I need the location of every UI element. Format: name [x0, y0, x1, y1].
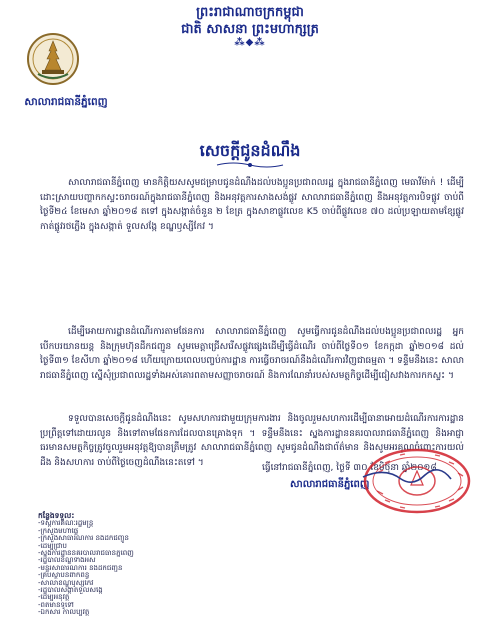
paragraph-text: សាលារាជធានីភ្នំពេញ មានកិត្តិយសសូមជម្រាបជូនដំណឹងដល់បងប្អូនប្រជាពលរដ្ឋ ក្នុងរាជធានីភ្នំពេញ មេធាវីម៉ាក់ ! ដើម្បីដោះស្រាយបញ្ហាកកស្ទះចរាចរណ៍ក្នុងរាជធានីភ្នំពេញ និងអនុវត្តការសាងសង់ផ្លូវ សាលារាជធានីភ្នំពេញ នឹងអនុវត្តការបិទផ្លូវ ចាប់ពីថ្ងៃទី២៤ ខែមេសា ឆ្នាំ២០១៨ តទៅ ក្នុងសង្កាត់ចំនួន ២ ខែត្រ ក្នុងសាខាផ្លូវលេខ K5 ចាប់ពីផ្លូវលេខ ៧០ ដល់ប្រឡាយតាមខ្សែផ្លូវកាត់ផ្លូវរថភ្លើង ក្នុងសង្កាត់ ទួលសង្កែ ខណ្ឌឫស្សីកែវ ។ [40, 178, 464, 232]
date-line: ធ្វើនៅរាជធានីភ្នំពេញ, ថ្ងៃទី ៣០ ខែមិថុនា ឆ្នាំ២០១៨ [262, 463, 437, 473]
recipients-list [38, 512, 218, 617]
recipient-item: -ដើម្បីជ្រាប [38, 542, 67, 550]
recipient-item: -ព័ត៌មានទូទៅ [38, 601, 74, 609]
recipient-item: -ទីស្តីការគណៈរដ្ឋមន្ត្រី [38, 520, 94, 528]
recipient-item: -ឯកសារ កាលប្បវត្តិ [38, 609, 90, 617]
recipient-item: -មន្ទីរសាធារណការ និងដឹកជញ្ជូន [38, 564, 123, 572]
paragraph-text: ដើម្បីអោយការដ្ឋានដំណើរការតាមផែនការ សាលារាជធានីភ្នំពេញ សូមធ្វើការជូនដំណឹងដល់បងប្អូនប្រជាពលរដ្ឋ អ្នកបើកបរយានយន្ត និងក្រុមហ៊ុនដឹកជញ្ជូន សូមមេត្តាជ្រើសរើសផ្លូវផ្សេងដើម្បីធ្វើដំណើរ ចាប់ពីថ្ងៃទី០១ ខែកក្កដា ឆ្នាំ២០១៨ ដល់ថ្ងៃទី៣១ ខែសីហា ឆ្នាំ២០១៨ ហើយក្រោយពេលបញ្ចប់ការដ្ឋាន ការធ្វើចរាចរណ៍នឹងដំណើរការវិញជាធម្មតា ។ ទន្ទឹមនឹងនេះ សាលារាជធានីភ្នំពេញ ស្នើសុំប្រជាពលរដ្ឋទាំងអស់គោរពតាមសញ្ញាចរាចរណ៍ និងការណែនាំរបស់សមត្ថកិច្ចដើម្បីជៀសវាងការកកស្ទះ ។ [40, 327, 464, 381]
recipient-item: -ក្រសួងសាធារណការ និងដឹកជញ្ជូន [38, 535, 129, 543]
body-paragraph-1 [40, 176, 464, 234]
recipients-heading: កន្លែងទទួល: [38, 511, 75, 520]
recipient-item: -រដ្ឋបាលខណ្ឌទាំងអស់ [38, 557, 96, 565]
recipient-item: -ស្នងការដ្ឋាននគរបាលរាជធានីភ្នំពេញ [38, 550, 134, 558]
recipient-item: -ដើម្បីអនុវត្ត [38, 594, 70, 602]
signer-organization: សាលារាជធានីភ្នំពេញ [290, 479, 370, 490]
paragraph-text: ទទួលបានសេចក្តីជូនដំណឹងនេះ សូមសហការជាមួយក្រុមការងារ និងចូលរួមសហការដើម្បីធានាអោយដំណើរការការដ្ឋាន ប្រព្រឹត្តទៅដោយរលូន និងទៅតាមផែនការដែលបានគ្រោងទុក ។ ទន្ទឹមនឹងនេះ ស្នងការដ្ឋាននគរបាលរាជធានីភ្នំពេញ និងអាជ្ញាធរមានសមត្ថកិច្ចត្រូវចូលរួមអនុវត្តឱ្យបានត្រឹមត្រូវ សាលារាជធានីភ្នំពេញ សូមជូនដំណឹងជាព័ត៌មាន និងសូមអរគុណចំពោះការយល់ដឹង និងសហការ ចាប់ពីថ្ងៃចេញដំណឹងនេះតទៅ ។ [40, 414, 464, 468]
official-seal-stamp [355, 445, 475, 515]
recipient-item: -គ្រប់ស្ថាប័នពាក់ព័ន្ធ [38, 572, 90, 580]
body-paragraph-2 [40, 325, 464, 383]
motto-line: ជាតិ សាសនា ព្រះមហាក្សត្រ [181, 22, 319, 37]
document-title: សេចក្តីជូនដំណឹង [199, 141, 301, 160]
organization-name: សាលារាជធានីភ្នំពេញ [24, 96, 108, 108]
recipient-item: -រដ្ឋបាលសង្កាត់ទួលសង្កែ [38, 587, 103, 595]
kingdom-line: ព្រះរាជាណាចក្រកម្ពុជា [196, 5, 304, 20]
recipient-item: -សាលាខណ្ឌឫស្សីកែវ [38, 579, 94, 587]
kingdom-header [120, 4, 380, 48]
city-emblem-icon [26, 32, 80, 86]
recipient-item: -ក្រសួងមហាផ្ទៃ [38, 527, 79, 535]
header-ornament: ⁂◆⁂ [234, 37, 266, 48]
title-ornament [215, 161, 285, 169]
